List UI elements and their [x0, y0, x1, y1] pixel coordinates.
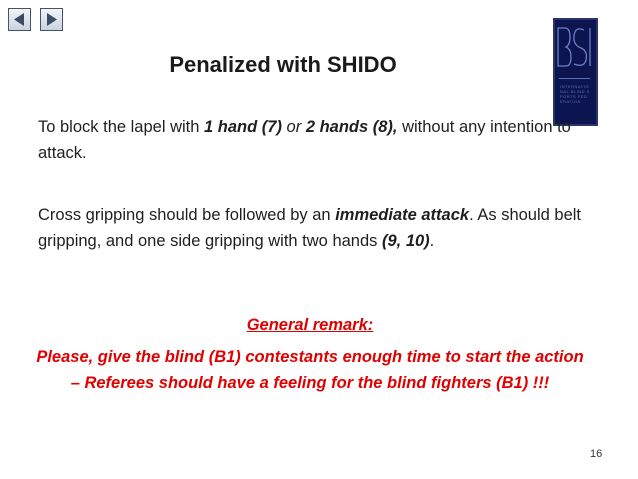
logo-mark: [555, 20, 596, 124]
text-run: without any intention to attack.: [38, 118, 571, 162]
paragraph-cross-gripping: [38, 202, 583, 254]
text-run: Cross gripping should be followed by an: [38, 206, 336, 224]
slide-title: Penalized with SHIDO: [169, 52, 397, 77]
emphasis-two-hands: 2 hands (8),: [305, 118, 398, 136]
ibsa-logo: [553, 18, 598, 126]
previous-slide-button[interactable]: [8, 8, 31, 31]
general-remark-body: Please, give the blind (B1) contestants enough time to start the action – Referees should have a feeling for the blind fighters (B1) !!!: [36, 348, 584, 392]
text-run: . As should belt gripping, and one side gripping with two hands: [38, 206, 582, 250]
emphasis-or: or: [286, 118, 302, 136]
paragraph-lapel-block: [38, 114, 583, 166]
emphasis-figure-refs: (9, 10): [381, 232, 430, 250]
text-run: .: [429, 232, 435, 250]
emphasis-immediate-attack: immediate attack: [335, 206, 470, 224]
next-slide-button[interactable]: [40, 8, 63, 31]
page-number: 16: [590, 448, 603, 460]
logo-seal-text: INTERNATIONAL BLIND SPORTS FEDERATION: [560, 84, 590, 104]
right-arrow-icon: [44, 12, 59, 27]
text-run: To block the lapel with: [38, 118, 205, 136]
emphasis-one-hand: 1 hand (7): [204, 118, 282, 136]
left-arrow-icon: [12, 12, 27, 27]
general-remark-heading: General remark:: [246, 316, 374, 334]
